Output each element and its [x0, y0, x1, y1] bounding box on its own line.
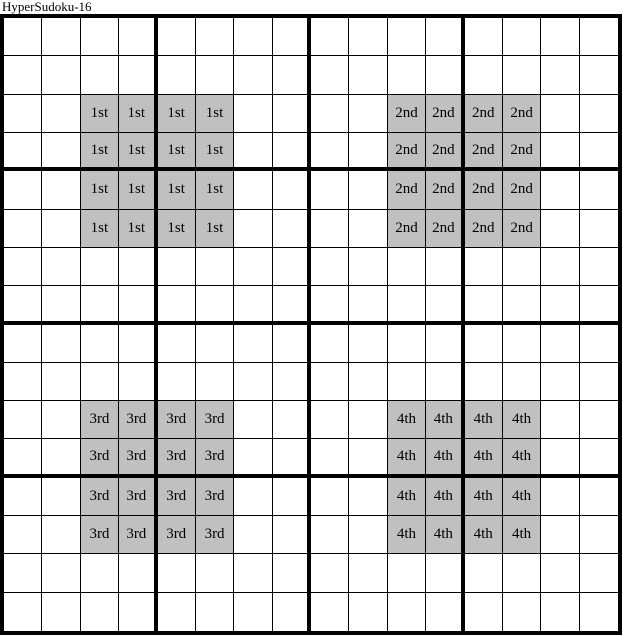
grid-cell[interactable]: [234, 95, 272, 133]
grid-cell[interactable]: [158, 18, 196, 56]
grid-cell[interactable]: [42, 363, 80, 401]
region-cell-1st[interactable]: 1st: [119, 210, 157, 248]
grid-cell[interactable]: [4, 171, 42, 209]
grid-cell[interactable]: [541, 95, 579, 133]
grid-cell[interactable]: [42, 325, 80, 363]
grid-cell[interactable]: [580, 439, 618, 477]
grid-cell[interactable]: [311, 18, 349, 56]
grid-cell[interactable]: [234, 56, 272, 94]
grid-cell[interactable]: [81, 286, 119, 324]
region-cell-3rd[interactable]: 3rd: [158, 478, 196, 516]
grid-cell[interactable]: [311, 95, 349, 133]
grid-cell[interactable]: [42, 171, 80, 209]
grid-cell[interactable]: [580, 516, 618, 554]
grid-cell[interactable]: [311, 248, 349, 286]
grid-cell[interactable]: [426, 554, 464, 592]
region-cell-3rd[interactable]: 3rd: [119, 401, 157, 439]
grid-cell[interactable]: [503, 248, 541, 286]
region-cell-1st[interactable]: 1st: [196, 95, 234, 133]
region-cell-3rd[interactable]: 3rd: [81, 516, 119, 554]
grid-cell[interactable]: [349, 210, 387, 248]
grid-cell[interactable]: [388, 18, 426, 56]
region-cell-1st[interactable]: 1st: [81, 95, 119, 133]
grid-cell[interactable]: [273, 56, 311, 94]
grid-cell[interactable]: [42, 210, 80, 248]
grid-cell[interactable]: [426, 325, 464, 363]
region-cell-3rd[interactable]: 3rd: [196, 478, 234, 516]
region-cell-3rd[interactable]: 3rd: [81, 478, 119, 516]
grid-cell[interactable]: [503, 325, 541, 363]
grid-cell[interactable]: [465, 554, 503, 592]
grid-cell[interactable]: [119, 325, 157, 363]
grid-cell[interactable]: [580, 171, 618, 209]
grid-cell[interactable]: [42, 18, 80, 56]
grid-cell[interactable]: [541, 439, 579, 477]
grid-cell[interactable]: [4, 401, 42, 439]
grid-cell[interactable]: [119, 286, 157, 324]
grid-cell[interactable]: [42, 593, 80, 631]
grid-cell[interactable]: [119, 56, 157, 94]
region-cell-4th[interactable]: 4th: [388, 439, 426, 477]
grid-cell[interactable]: [81, 248, 119, 286]
grid-cell[interactable]: [42, 95, 80, 133]
grid-cell[interactable]: [580, 210, 618, 248]
grid-cell[interactable]: [311, 210, 349, 248]
grid-cell[interactable]: [426, 56, 464, 94]
grid-cell[interactable]: [465, 325, 503, 363]
grid-cell[interactable]: [311, 171, 349, 209]
grid-cell[interactable]: [541, 286, 579, 324]
grid-cell[interactable]: [349, 171, 387, 209]
region-cell-3rd[interactable]: 3rd: [158, 401, 196, 439]
grid-cell[interactable]: [580, 18, 618, 56]
grid-cell[interactable]: [119, 554, 157, 592]
region-cell-3rd[interactable]: 3rd: [158, 516, 196, 554]
grid-cell[interactable]: [119, 593, 157, 631]
region-cell-4th[interactable]: 4th: [426, 478, 464, 516]
grid-cell[interactable]: [541, 171, 579, 209]
grid-cell[interactable]: [349, 439, 387, 477]
region-cell-4th[interactable]: 4th: [426, 439, 464, 477]
region-cell-2nd[interactable]: 2nd: [503, 171, 541, 209]
grid-cell[interactable]: [273, 478, 311, 516]
region-cell-2nd[interactable]: 2nd: [465, 95, 503, 133]
grid-cell[interactable]: [349, 478, 387, 516]
grid-cell[interactable]: [81, 363, 119, 401]
grid-cell[interactable]: [349, 95, 387, 133]
region-cell-4th[interactable]: 4th: [465, 516, 503, 554]
region-cell-1st[interactable]: 1st: [81, 171, 119, 209]
grid-cell[interactable]: [158, 325, 196, 363]
region-cell-3rd[interactable]: 3rd: [81, 401, 119, 439]
grid-cell[interactable]: [349, 325, 387, 363]
grid-cell[interactable]: [580, 133, 618, 171]
grid-cell[interactable]: [349, 18, 387, 56]
grid-cell[interactable]: [273, 133, 311, 171]
grid-cell[interactable]: [388, 286, 426, 324]
grid-cell[interactable]: [541, 210, 579, 248]
grid-cell[interactable]: [4, 18, 42, 56]
grid-cell[interactable]: [311, 286, 349, 324]
grid-cell[interactable]: [273, 286, 311, 324]
region-cell-3rd[interactable]: 3rd: [119, 478, 157, 516]
region-cell-2nd[interactable]: 2nd: [503, 95, 541, 133]
grid-cell[interactable]: [465, 56, 503, 94]
grid-cell[interactable]: [580, 286, 618, 324]
grid-cell[interactable]: [234, 363, 272, 401]
region-cell-2nd[interactable]: 2nd: [426, 171, 464, 209]
region-cell-4th[interactable]: 4th: [388, 478, 426, 516]
grid-cell[interactable]: [541, 325, 579, 363]
grid-cell[interactable]: [426, 593, 464, 631]
grid-cell[interactable]: [541, 56, 579, 94]
grid-cell[interactable]: [234, 401, 272, 439]
region-cell-4th[interactable]: 4th: [426, 401, 464, 439]
grid-cell[interactable]: [273, 95, 311, 133]
grid-cell[interactable]: [580, 95, 618, 133]
grid-cell[interactable]: [349, 554, 387, 592]
grid-cell[interactable]: [158, 286, 196, 324]
grid-cell[interactable]: [81, 554, 119, 592]
region-cell-3rd[interactable]: 3rd: [196, 439, 234, 477]
region-cell-2nd[interactable]: 2nd: [388, 171, 426, 209]
region-cell-4th[interactable]: 4th: [465, 401, 503, 439]
grid-cell[interactable]: [349, 248, 387, 286]
grid-cell[interactable]: [503, 286, 541, 324]
grid-cell[interactable]: [196, 554, 234, 592]
region-cell-4th[interactable]: 4th: [426, 516, 464, 554]
grid-cell[interactable]: [119, 363, 157, 401]
grid-cell[interactable]: [349, 286, 387, 324]
grid-cell[interactable]: [311, 133, 349, 171]
region-cell-2nd[interactable]: 2nd: [465, 133, 503, 171]
grid-cell[interactable]: [311, 554, 349, 592]
grid-cell[interactable]: [273, 593, 311, 631]
grid-cell[interactable]: [349, 363, 387, 401]
grid-cell[interactable]: [81, 593, 119, 631]
grid-cell[interactable]: [465, 593, 503, 631]
grid-cell[interactable]: [273, 248, 311, 286]
grid-cell[interactable]: [234, 325, 272, 363]
region-cell-3rd[interactable]: 3rd: [119, 516, 157, 554]
grid-cell[interactable]: [119, 248, 157, 286]
grid-cell[interactable]: [42, 56, 80, 94]
grid-cell[interactable]: [311, 593, 349, 631]
grid-cell[interactable]: [388, 554, 426, 592]
grid-cell[interactable]: [426, 248, 464, 286]
grid-cell[interactable]: [42, 478, 80, 516]
region-cell-1st[interactable]: 1st: [158, 95, 196, 133]
grid-cell[interactable]: [349, 56, 387, 94]
grid-cell[interactable]: [4, 210, 42, 248]
grid-cell[interactable]: [81, 56, 119, 94]
region-cell-2nd[interactable]: 2nd: [426, 210, 464, 248]
grid-cell[interactable]: [196, 363, 234, 401]
grid-cell[interactable]: [349, 133, 387, 171]
grid-cell[interactable]: [196, 248, 234, 286]
region-cell-4th[interactable]: 4th: [465, 478, 503, 516]
grid-cell[interactable]: [4, 325, 42, 363]
grid-cell[interactable]: [311, 401, 349, 439]
region-cell-1st[interactable]: 1st: [81, 210, 119, 248]
region-cell-4th[interactable]: 4th: [503, 478, 541, 516]
grid-cell[interactable]: [388, 325, 426, 363]
grid-cell[interactable]: [4, 248, 42, 286]
grid-cell[interactable]: [273, 325, 311, 363]
grid-cell[interactable]: [234, 210, 272, 248]
grid-cell[interactable]: [119, 18, 157, 56]
sudoku-board: [0, 14, 622, 635]
region-cell-4th[interactable]: 4th: [388, 401, 426, 439]
grid-cell[interactable]: [541, 593, 579, 631]
grid-cell[interactable]: [349, 593, 387, 631]
grid-cell[interactable]: [503, 18, 541, 56]
region-cell-1st[interactable]: 1st: [196, 171, 234, 209]
grid-cell[interactable]: [426, 286, 464, 324]
grid-cell[interactable]: [158, 554, 196, 592]
region-cell-2nd[interactable]: 2nd: [388, 133, 426, 171]
grid-cell[interactable]: [541, 478, 579, 516]
grid-cell[interactable]: [158, 56, 196, 94]
region-cell-3rd[interactable]: 3rd: [158, 439, 196, 477]
grid-cell[interactable]: [42, 248, 80, 286]
grid-cell[interactable]: [273, 18, 311, 56]
grid-cell[interactable]: [541, 554, 579, 592]
region-cell-2nd[interactable]: 2nd: [465, 210, 503, 248]
grid-cell[interactable]: [465, 363, 503, 401]
grid-cell[interactable]: [234, 478, 272, 516]
grid-cell[interactable]: [234, 593, 272, 631]
region-cell-3rd[interactable]: 3rd: [196, 401, 234, 439]
grid-cell[interactable]: [503, 363, 541, 401]
grid-cell[interactable]: [4, 95, 42, 133]
grid-cell[interactable]: [426, 363, 464, 401]
grid-cell[interactable]: [311, 56, 349, 94]
region-cell-2nd[interactable]: 2nd: [426, 95, 464, 133]
grid-cell[interactable]: [349, 516, 387, 554]
region-cell-1st[interactable]: 1st: [158, 210, 196, 248]
grid-cell[interactable]: [580, 56, 618, 94]
grid-cell[interactable]: [465, 286, 503, 324]
grid-cell[interactable]: [196, 18, 234, 56]
region-cell-3rd[interactable]: 3rd: [119, 439, 157, 477]
grid-cell[interactable]: [541, 18, 579, 56]
grid-cell[interactable]: [273, 516, 311, 554]
region-cell-2nd[interactable]: 2nd: [388, 210, 426, 248]
grid-cell[interactable]: [580, 554, 618, 592]
region-cell-1st[interactable]: 1st: [119, 171, 157, 209]
grid-cell[interactable]: [4, 363, 42, 401]
grid-cell[interactable]: [580, 478, 618, 516]
grid-cell[interactable]: [541, 248, 579, 286]
grid-cell[interactable]: [42, 133, 80, 171]
region-cell-1st[interactable]: 1st: [196, 133, 234, 171]
region-cell-1st[interactable]: 1st: [158, 171, 196, 209]
region-cell-2nd[interactable]: 2nd: [388, 95, 426, 133]
grid-cell[interactable]: [196, 325, 234, 363]
region-cell-2nd[interactable]: 2nd: [503, 210, 541, 248]
grid-cell[interactable]: [4, 286, 42, 324]
grid-cell[interactable]: [541, 516, 579, 554]
grid-cell[interactable]: [81, 325, 119, 363]
grid-cell[interactable]: [541, 363, 579, 401]
grid-cell[interactable]: [158, 593, 196, 631]
region-cell-4th[interactable]: 4th: [503, 439, 541, 477]
grid-cell[interactable]: [541, 401, 579, 439]
region-cell-2nd[interactable]: 2nd: [426, 133, 464, 171]
region-cell-1st[interactable]: 1st: [158, 133, 196, 171]
grid-cell[interactable]: [42, 401, 80, 439]
grid-cell[interactable]: [234, 516, 272, 554]
region-cell-1st[interactable]: 1st: [119, 95, 157, 133]
grid-cell[interactable]: [580, 401, 618, 439]
grid-cell[interactable]: [311, 439, 349, 477]
grid-cell[interactable]: [4, 593, 42, 631]
region-cell-2nd[interactable]: 2nd: [503, 133, 541, 171]
grid-cell[interactable]: [273, 439, 311, 477]
puzzle-title: HyperSudoku-16: [2, 0, 92, 14]
region-cell-3rd[interactable]: 3rd: [81, 439, 119, 477]
grid-cell[interactable]: [234, 439, 272, 477]
grid-cell[interactable]: [158, 363, 196, 401]
grid-cell[interactable]: [388, 248, 426, 286]
grid-cell[interactable]: [81, 18, 119, 56]
region-cell-2nd[interactable]: 2nd: [465, 171, 503, 209]
grid-cell[interactable]: [42, 554, 80, 592]
grid-cell[interactable]: [42, 439, 80, 477]
region-cell-1st[interactable]: 1st: [196, 210, 234, 248]
grid-cell[interactable]: [580, 363, 618, 401]
grid-cell[interactable]: [196, 286, 234, 324]
region-cell-4th[interactable]: 4th: [503, 516, 541, 554]
grid-cell[interactable]: [503, 56, 541, 94]
grid-cell[interactable]: [580, 593, 618, 631]
region-cell-3rd[interactable]: 3rd: [196, 516, 234, 554]
grid-cell[interactable]: [311, 363, 349, 401]
grid-cell[interactable]: [4, 133, 42, 171]
grid-cell[interactable]: [311, 325, 349, 363]
grid-cell[interactable]: [311, 516, 349, 554]
grid-cell[interactable]: [349, 401, 387, 439]
grid-cell[interactable]: [196, 593, 234, 631]
grid-cell[interactable]: [465, 248, 503, 286]
grid-cell[interactable]: [42, 286, 80, 324]
grid-cell[interactable]: [42, 516, 80, 554]
region-cell-1st[interactable]: 1st: [81, 133, 119, 171]
grid-cell[interactable]: [234, 171, 272, 209]
grid-cell[interactable]: [4, 439, 42, 477]
grid-cell[interactable]: [388, 56, 426, 94]
grid-cell[interactable]: [234, 133, 272, 171]
grid-cell[interactable]: [4, 56, 42, 94]
grid-cell[interactable]: [388, 363, 426, 401]
grid-cell[interactable]: [541, 133, 579, 171]
region-cell-1st[interactable]: 1st: [119, 133, 157, 171]
grid-cell[interactable]: [234, 248, 272, 286]
grid-cell[interactable]: [273, 554, 311, 592]
grid-cell[interactable]: [311, 478, 349, 516]
grid-cell[interactable]: [273, 210, 311, 248]
grid-cell[interactable]: [580, 248, 618, 286]
region-cell-4th[interactable]: 4th: [465, 439, 503, 477]
grid-cell[interactable]: [234, 286, 272, 324]
grid-cell[interactable]: [388, 593, 426, 631]
grid-cell[interactable]: [465, 18, 503, 56]
grid-cell[interactable]: [4, 516, 42, 554]
grid-cell[interactable]: [4, 478, 42, 516]
grid-cell[interactable]: [580, 325, 618, 363]
grid-cell[interactable]: [426, 18, 464, 56]
grid-cell[interactable]: [196, 56, 234, 94]
grid-cell[interactable]: [273, 363, 311, 401]
grid-cell[interactable]: [234, 554, 272, 592]
grid-cell[interactable]: [273, 401, 311, 439]
grid-cell[interactable]: [158, 248, 196, 286]
grid-cell[interactable]: [503, 554, 541, 592]
grid-cell[interactable]: [234, 18, 272, 56]
grid-cell[interactable]: [503, 593, 541, 631]
region-cell-4th[interactable]: 4th: [503, 401, 541, 439]
grid-cell[interactable]: [273, 171, 311, 209]
region-cell-4th[interactable]: 4th: [388, 516, 426, 554]
grid-cell[interactable]: [4, 554, 42, 592]
